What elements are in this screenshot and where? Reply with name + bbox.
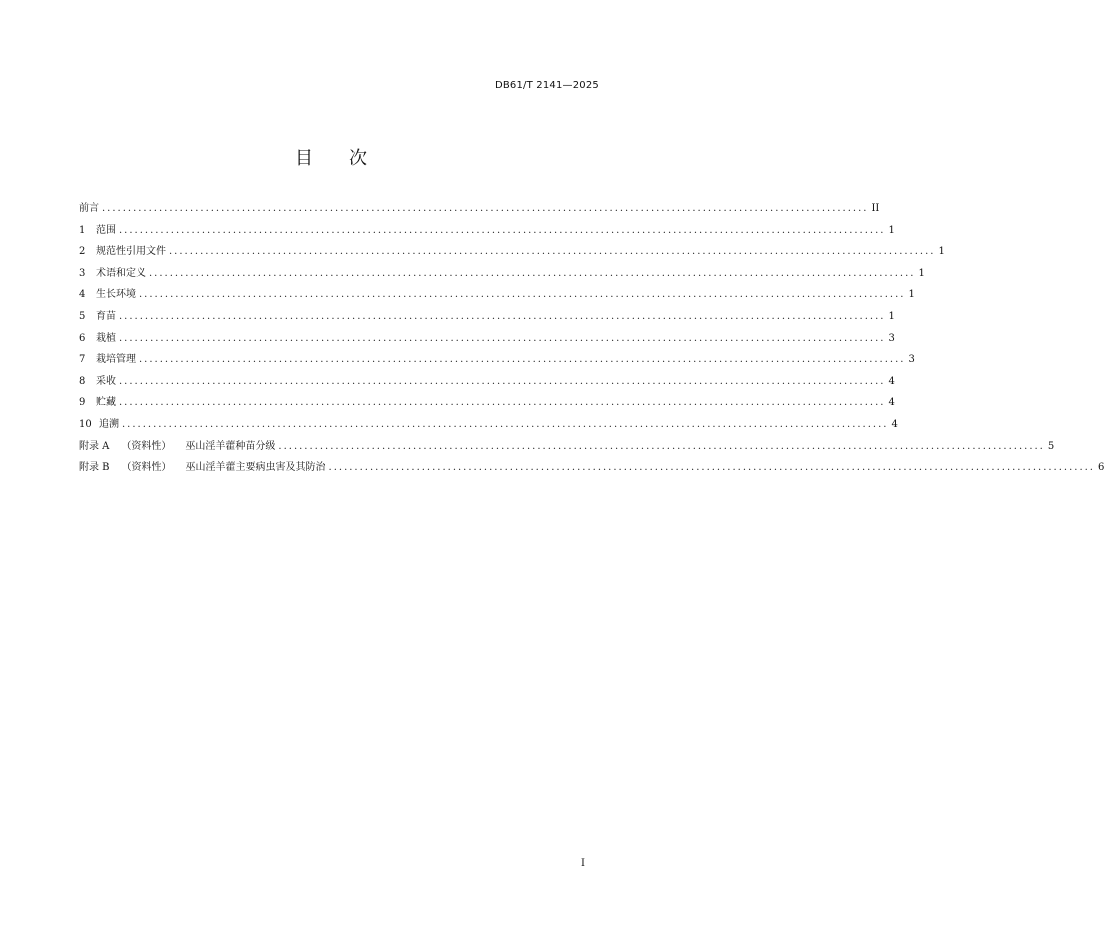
toc-page: 4	[891, 418, 898, 430]
dot-leader: ....................................................................................................................................................	[119, 375, 886, 387]
dot-leader: ....................................................................................................................................................	[119, 310, 886, 322]
dot-leader: ....................................................................................................................................................	[119, 224, 886, 236]
toc-page: 3	[908, 354, 915, 366]
toc-label: 采收	[96, 375, 116, 387]
toc-item-cultivation[interactable]	[79, 349, 915, 371]
toc-number: 9	[79, 397, 86, 409]
appendix-id: 附录 A	[79, 440, 110, 452]
toc-item-scope[interactable]	[79, 220, 895, 242]
toc-number: 4	[79, 289, 86, 301]
title-char-1: 目	[295, 148, 313, 169]
toc-label: 规范性引用文件	[96, 246, 166, 258]
toc-page: 1	[938, 246, 945, 258]
page-number: I	[581, 858, 585, 869]
toc-label: 前言	[79, 203, 99, 214]
appendix-id: 附录 B	[79, 462, 110, 474]
toc-number: 8	[79, 375, 86, 387]
dot-leader: ....................................................................................................................................................	[139, 289, 906, 301]
appendix-type: （资料性）	[121, 462, 172, 474]
toc-page: 1	[918, 267, 925, 279]
toc-page: 1	[888, 310, 895, 322]
toc-number: 3	[79, 267, 86, 279]
toc-number: 6	[79, 332, 86, 344]
table-of-contents	[79, 198, 1104, 479]
toc-number: 5	[79, 310, 86, 322]
toc-page: 4	[888, 397, 895, 409]
toc-item-appendix-b[interactable]	[79, 457, 1104, 479]
toc-label: 贮藏	[96, 397, 116, 409]
toc-item-appendix-a[interactable]	[79, 436, 1055, 458]
dot-leader: ....................................................................................................................................................	[278, 440, 1045, 452]
toc-item-traceability[interactable]	[79, 414, 898, 436]
toc-item-terms[interactable]	[79, 263, 925, 285]
toc-page: II	[871, 203, 880, 214]
dot-leader: ....................................................................................................................................................	[139, 354, 906, 366]
toc-label: 范围	[96, 224, 116, 236]
toc-page: 4	[888, 375, 895, 387]
page-title	[0, 144, 662, 170]
toc-page: 6	[1097, 462, 1104, 474]
toc-label: 育苗	[96, 310, 116, 322]
toc-number: 1	[79, 224, 86, 236]
toc-label: 巫山淫羊藿主要病虫害及其防治	[185, 462, 326, 474]
toc-item-planting[interactable]	[79, 328, 895, 350]
toc-item-normative-references[interactable]	[79, 241, 945, 263]
toc-page: 3	[888, 332, 895, 344]
toc-item-harvest[interactable]	[79, 371, 895, 393]
toc-number: 7	[79, 354, 86, 366]
dot-leader: ....................................................................................................................................................	[119, 397, 886, 409]
dot-leader: ....................................................................................................................................................	[328, 462, 1095, 474]
toc-page: 1	[908, 289, 915, 301]
toc-label: 术语和定义	[96, 267, 146, 279]
toc-label: 生长环境	[96, 289, 136, 301]
document-code: DB61/T 2141—2025	[494, 80, 599, 91]
toc-item-foreword[interactable]	[79, 198, 880, 220]
toc-label: 栽培管理	[96, 354, 136, 366]
toc-page: 1	[888, 224, 895, 236]
toc-label: 巫山淫羊藿种苗分级	[185, 440, 276, 452]
toc-label: 栽植	[96, 332, 116, 344]
toc-number: 2	[79, 246, 86, 258]
toc-item-environment[interactable]	[79, 284, 915, 306]
toc-item-seedling[interactable]	[79, 306, 895, 328]
appendix-type: （资料性）	[121, 440, 172, 452]
toc-item-storage[interactable]	[79, 392, 895, 414]
toc-label: 追溯	[99, 418, 119, 430]
dot-leader: ....................................................................................................................................................	[119, 332, 886, 344]
toc-number: 10	[79, 418, 92, 430]
dot-leader: ....................................................................................................................................................	[102, 203, 869, 214]
title-char-2: 次	[349, 148, 367, 169]
dot-leader: ....................................................................................................................................................	[122, 418, 889, 430]
dot-leader: ....................................................................................................................................................	[149, 267, 916, 279]
toc-page: 5	[1047, 440, 1055, 452]
dot-leader: ....................................................................................................................................................	[169, 246, 936, 258]
